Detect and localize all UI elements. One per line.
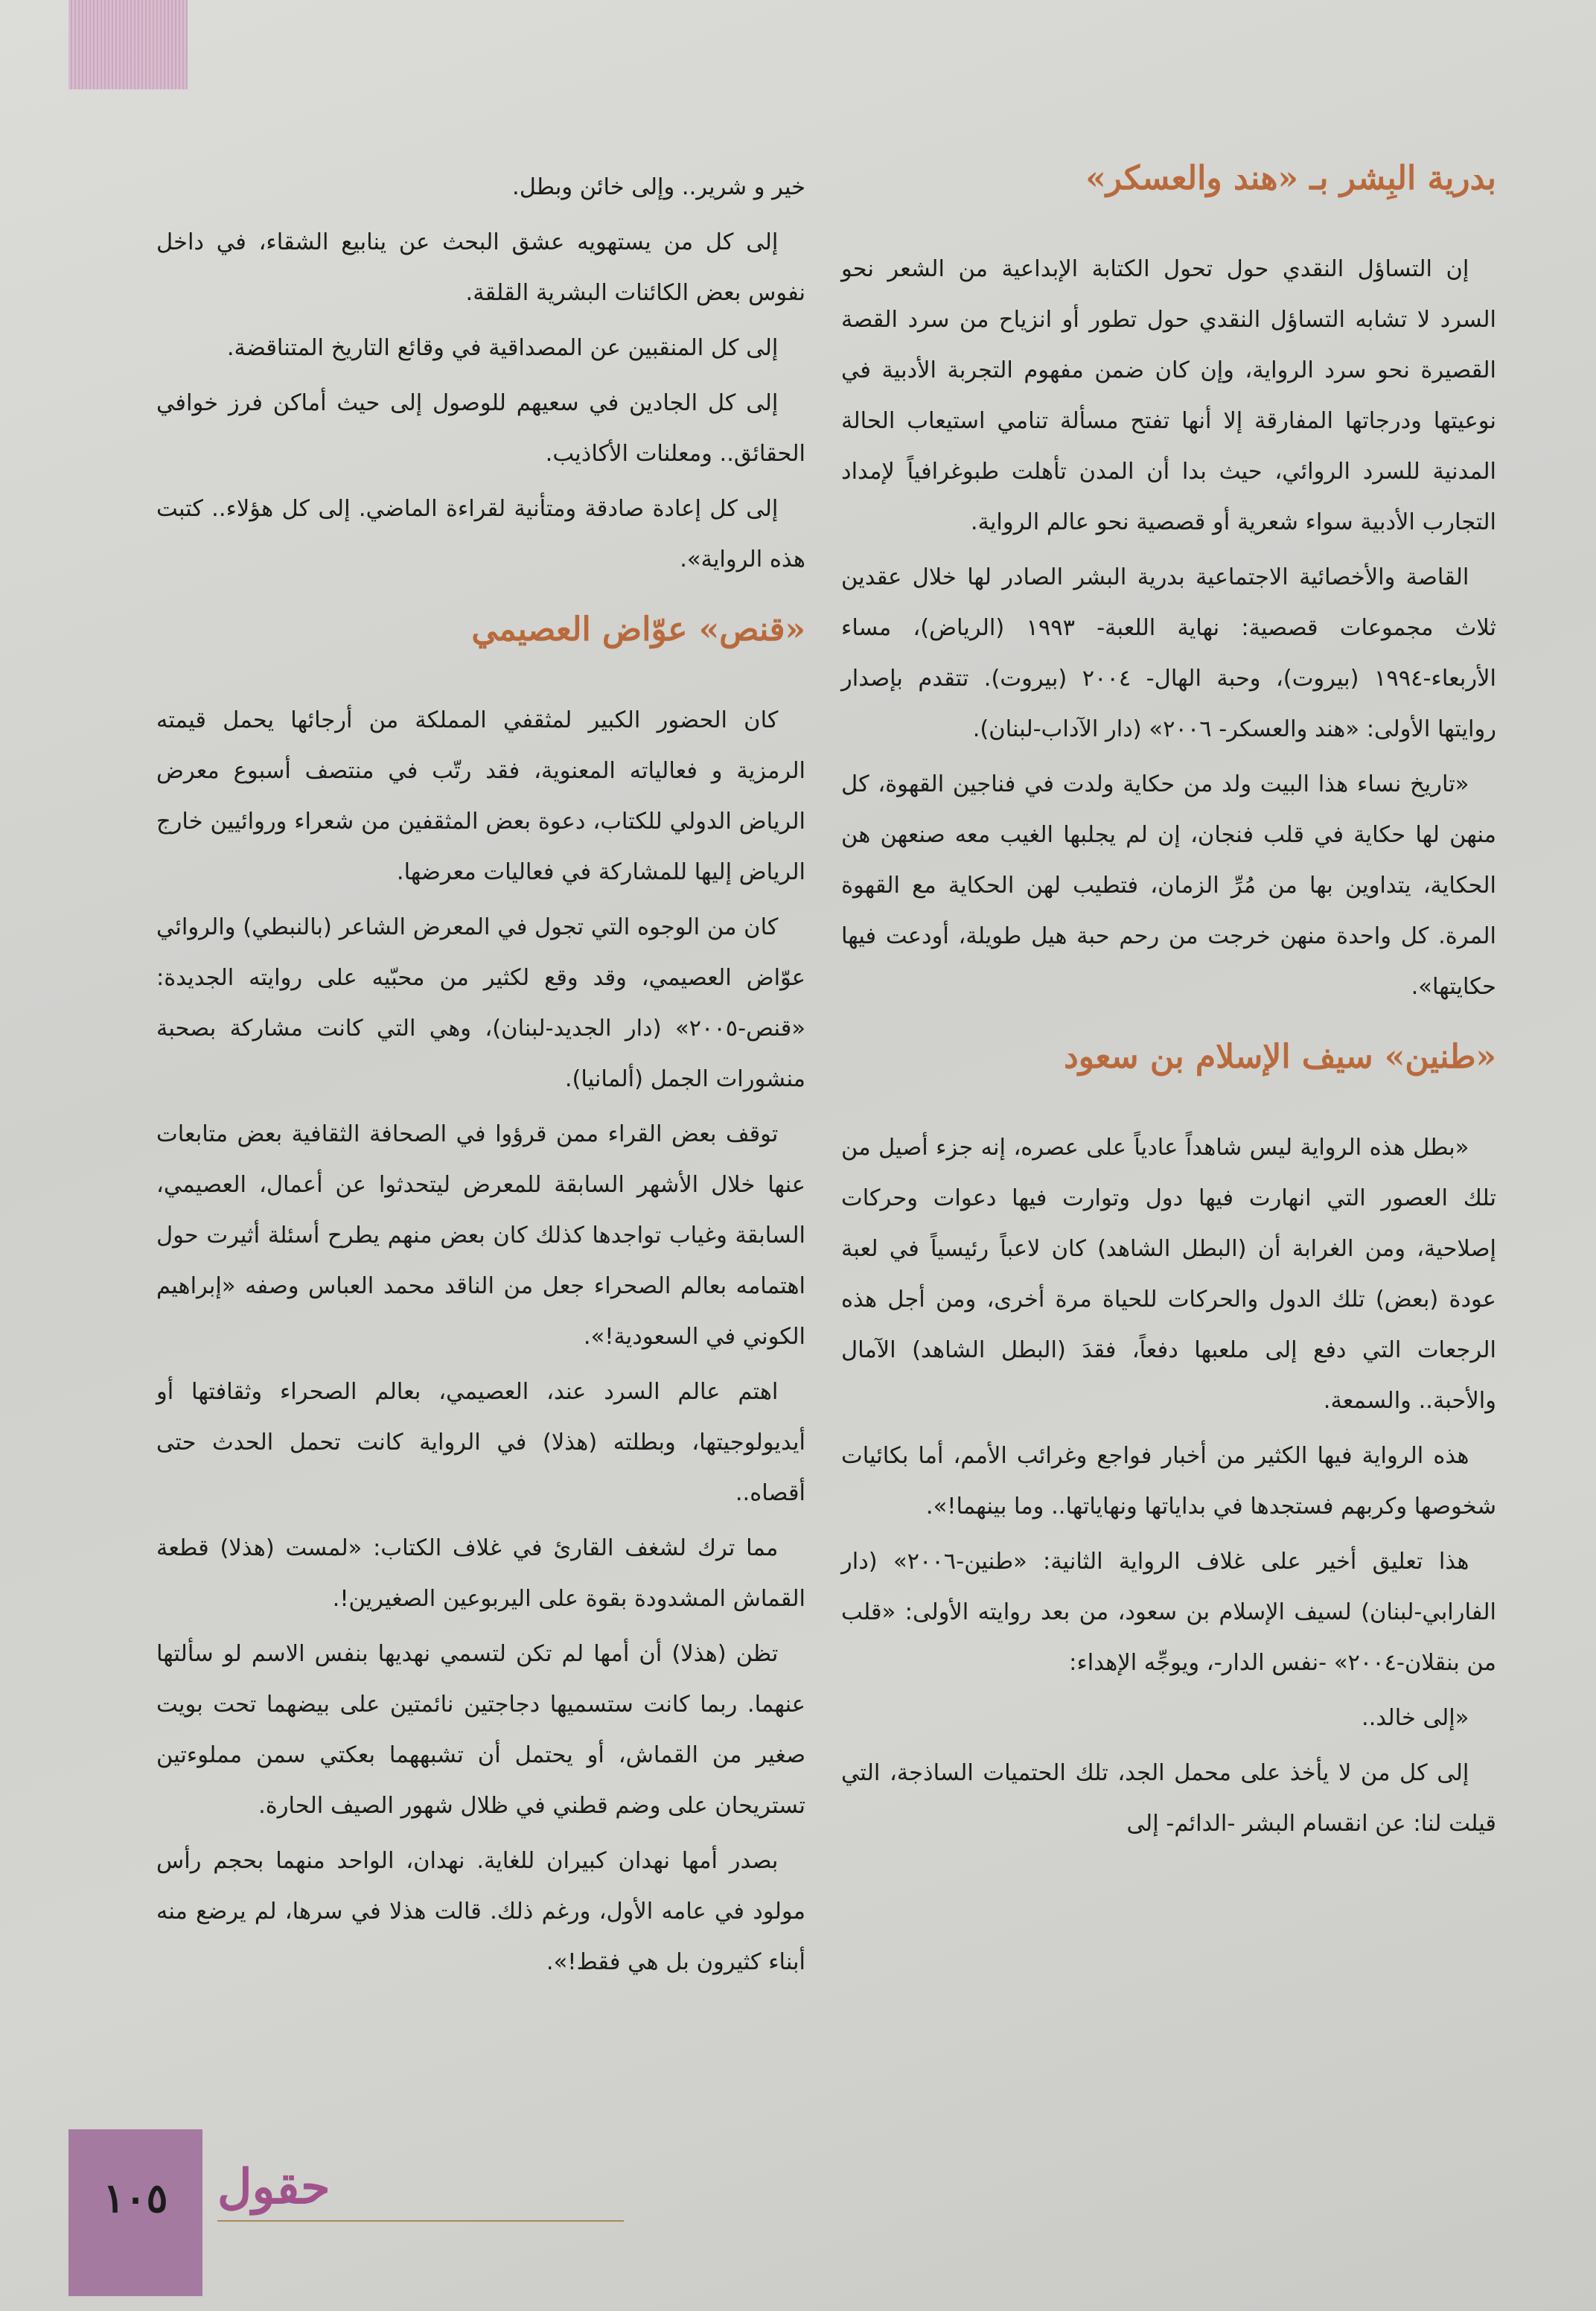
paragraph: إلى كل الجادين في سعيهم للوصول إلى حيث أماكن فرز خوافي الحقائق.. ومعلنات الأكاذيب. <box>156 390 805 467</box>
paragraph: بصدر أمها نهدان كبيران للغاية. نهدان، الواحد منهما بحجم رأس مولود في عامه الأول، ورغم ذلك. قالت هذلا في سرها، لم يرضع منه أبناء كثيرون بل هي فقط!». <box>156 1848 805 1975</box>
paragraph: توقف بعض القراء ممن قرؤوا في الصحافة الثقافية بعض متابعات عنها خلال الأشهر السابقة للمعرض ليتحدثوا عن أعمال، العصيمي، السابقة وغياب تواجدها كذلك كان بعض منهم يطرح أسئلة أثيرت حول اهتمامه بعالم الصحراء جعل من الناقد محمد العباس وصفه «إبراهيم الكوني في السعودية!». <box>156 1121 805 1350</box>
paragraph: خير و شرير.. وإلى خائن وبطل. <box>512 174 805 200</box>
right-column <box>841 149 1496 1854</box>
paragraph: إن التساؤل النقدي حول تحول الكتابة الإبداعية من الشعر نحو السرد لا تشابه التساؤل النقدي حول تطور أو انزياح من سرد القصة القصيرة نحو سرد الرواية، وإن كان ضمن مفهوم التجربة الأدبية في نوعيتها ودرجاتها المفارقة إلا أنها تفتح مسألة تنامي استيعاب الحالة المدنية للسرد الروائي، حيث بدا أن المدن تأهلت طبوغرافياً لإمداد التجارب الأدبية سواء شعرية أو قصصية نحو عالم الرواية. <box>841 256 1496 535</box>
paragraph: «بطل هذه الرواية ليس شاهداً عادياً على عصره، إنه جزء أصيل من تلك العصور التي انهارت فيها دول وتوارت فيها دعوات وحركات إصلاحية، ومن الغرابة أن (البطل الشاهد) كان لاعباً رئيسياً في لعبة عودة (بعض) تلك الدول والحركات للحياة مرة أخرى، ومن أجل هذه الرجعات التي دفع إلى ملعبها دفعاً، فقدَ (البطل الشاهد) الآمال والأحبة.. والسمعة. <box>841 1135 1496 1414</box>
paragraph: «تاريخ نساء هذا البيت ولد من حكاية ولدت في فناجين القهوة، كل منهن لها حكاية في قلب فنجان، إن لم يجلبها الغيب معه صنعهن هن الحكاية، يتداوين بها من مُرِّ الزمان، فتطيب لهن الحكاية مع القهوة المرة. كل واحدة منهن خرجت من رحم حبة هيل طويلة، أودعت فيها حكايتها». <box>841 771 1496 1000</box>
paragraph: إلى كل من لا يأخذ على محمل الجد، تلك الحتميات الساذجة، التي قيلت لنا: عن انقسام البشر -الدائم- إلى <box>841 1760 1496 1837</box>
paragraph: اهتم عالم السرد عند، العصيمي، بعالم الصحراء وثقافتها أو أيديولوجيتها، وبطلته (هذلا) في الرواية كانت تحمل الحدث حتى أقصاه.. <box>156 1379 805 1506</box>
paragraph: كان من الوجوه التي تجول في المعرض الشاعر (بالنبطي) والروائي عوّاض العصيمي، وقد وقع لكثير من محبّيه على روايته الجديدة: «قنص-٢٠٠٥» (دار الجديد-لبنان)، وهي التي كانت مشاركة بصحبة منشورات الجمل (ألمانيا). <box>156 914 805 1092</box>
paragraph: هذه الرواية فيها الكثير من أخبار فواجع وغرائب الأمم، أما بكائيات شخوصها وكربهم فستجدها في بداياتها ونهاياتها.. وما بينهما!». <box>841 1443 1496 1520</box>
paragraph: القاصة والأخصائية الاجتماعية بدرية البشر الصادر لها خلال عقدين ثلاث مجموعات قصصية: نهاية اللعبة- ١٩٩٣ (الرياض)، مساء الأربعاء-١٩٩٤ (بيروت)، وحبة الهال- ٢٠٠٤ (بيروت). تتقدم بإصدار روايتها الأولى: «هند والعسكر- ٢٠٠٦» (دار الآداب-لبنان). <box>841 564 1497 742</box>
left-column <box>156 162 805 1992</box>
paragraph: هذا تعليق أخير على غلاف الرواية الثانية: «طنين-٢٠٠٦» (دار الفارابي-لبنان) لسيف الإسلام بن سعود، من بعد روايته الأولى: «قلب من بنقلان-٢٠٠٤» -نفس الدار-، ويوجِّه الإهداء: <box>841 1549 1496 1676</box>
paragraph: إلى كل المنقبين عن المصداقية في وقائع التاريخ المتناقضة. <box>226 335 779 361</box>
page-number: ١٠٥ <box>103 2174 168 2222</box>
paragraph: إلى كل إعادة صادقة ومتأنية لقراءة الماضي. إلى كل هؤلاء.. كتبت هذه الرواية». <box>156 496 805 573</box>
paragraph: إلى كل من يستهويه عشق البحث عن ينابيع الشقاء، في داخل نفوس بعض الكائنات البشرية القلقة. <box>156 229 805 306</box>
section-heading-tanin: «طنين» سيف الإسلام بن سعود <box>1064 1038 1496 1076</box>
paragraph: كان الحضور الكبير لمثقفي المملكة من أرجائها يحمل قيمته الرمزية و فعالياته المعنوية، فقد رتّب في منتصف أسبوع معرض الرياض الدولي للكتاب، دعوة بعض المثقفين من شعراء وروائيين خارج الرياض إليها للمشاركة في فعاليات معرضها. <box>156 707 805 885</box>
paragraph: تظن (هذلا) أن أمها لم تكن لتسمي نهديها بنفس الاسم لو سألتها عنهما. ربما كانت ستسميها دجاجتين نائمتين على بيضهما تحت بويت صغير من القماش، أو يحتمل أن تشبههما بعكتي سمن مملوءتين تستريحان على وضم قطني في ظلال شهور الصيف الحارة. <box>156 1641 805 1819</box>
paragraph: مما ترك لشغف القارئ في غلاف الكتاب: «لمست (هذلا) قطعة القماش المشدودة بقوة على اليربوعين الصغيرين!. <box>156 1535 805 1612</box>
section-heading-qanas: «قنص» عوّاض العصيمي <box>471 611 805 648</box>
footer-rule <box>217 2220 624 2222</box>
corner-decoration <box>68 0 188 89</box>
magazine-logo: حقول <box>217 2159 331 2215</box>
section-heading-badria: بدرية البِشر بـ «هند والعسكر» <box>1085 159 1496 197</box>
paragraph: «إلى خالد.. <box>1362 1705 1469 1731</box>
